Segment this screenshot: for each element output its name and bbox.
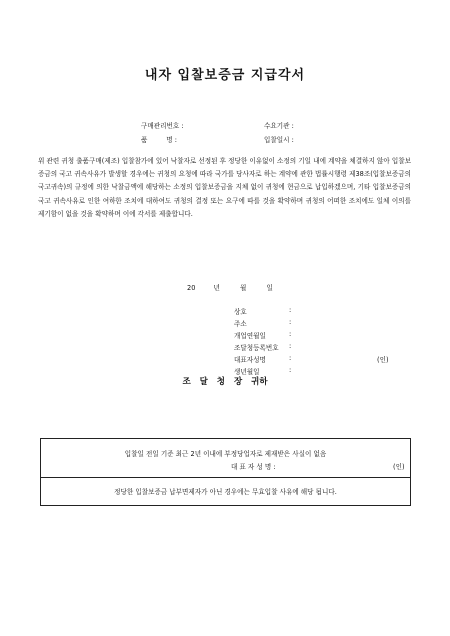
pledge-paragraph: 위 관련 귀청 출품구매(제조) 입찰참가에 있어 낙찰자로 선정된 후 정당한 이유없이 소정의 기일 내에 계약을 체결하지 않아 입찰보증금의 국고 귀속사유가 발생할 경우에는 귀청의 요청에 따라 국가를 당사자로 하는 계약에 관한 법률시행령 제38조(입찰보증금의 국고귀속)의 규정에 의한 낙찰금액에 해당하는 소정의 입찰보증금을 지체 없이 귀청에 현금으로 납입하겠으며, 기타 입찰보증금의 국고 귀속사유로 인한 여하한 조치에 대하여도 귀청의 결정 또는 요구에 따를 것을 확약하며 귀청의 어떠한 조치에도 일체 이의를 제기함이 없을 것을 확약하며 이에 각서를 제출합니다. xyxy=(38,157,411,218)
sig-colon: : xyxy=(289,366,292,374)
sig-label-company: 상호 xyxy=(234,308,247,316)
sig-label-reg-no: 조달청등록번호 xyxy=(234,344,279,352)
sig-seal: (인) xyxy=(377,356,389,364)
sig-colon: : xyxy=(289,330,292,338)
sig-colon: : xyxy=(289,342,292,350)
sig-colon: : xyxy=(289,354,292,362)
notice-footer: 정당한 입찰보증금 납부면제자가 아닌 경우에는 무효입찰 사유에 해당 됩니다. xyxy=(114,488,337,496)
sig-label-open-date: 개업연월일 xyxy=(234,332,266,340)
sig-label-birthdate: 생년월일 xyxy=(234,368,260,376)
notice-divider xyxy=(41,477,410,478)
date-day: 일 xyxy=(266,284,273,292)
date-prefix: 20 xyxy=(187,284,196,292)
document-title: 내자 입찰보증금 지급각서 xyxy=(144,68,306,83)
notice-statement: 입찰일 전일 기준 최근 2년 이내에 부정당업자로 제재받은 사실이 없음 xyxy=(124,450,327,458)
notice-rep-label: 대 표 자 성 명 : xyxy=(231,463,276,471)
notice-seal: (인) xyxy=(393,463,405,471)
sig-label-rep-name: 대표자성명 xyxy=(234,356,266,364)
purchase-no-label: 구매관리번호 : xyxy=(141,122,184,130)
date-month: 월 xyxy=(239,284,247,292)
sig-label-address: 주소 xyxy=(234,320,247,328)
addressee: 조 달 청 장 귀하 xyxy=(182,377,268,387)
notice-box xyxy=(40,438,411,506)
sig-colon: : xyxy=(289,318,292,326)
date-line xyxy=(187,282,273,292)
demand-org-label: 수요기관 : xyxy=(264,122,294,130)
date-year: 년 xyxy=(213,284,220,292)
item-name-label: 품 명 : xyxy=(141,136,177,144)
bid-date-label: 입찰일시 : xyxy=(264,136,294,144)
sig-colon: : xyxy=(289,306,292,314)
